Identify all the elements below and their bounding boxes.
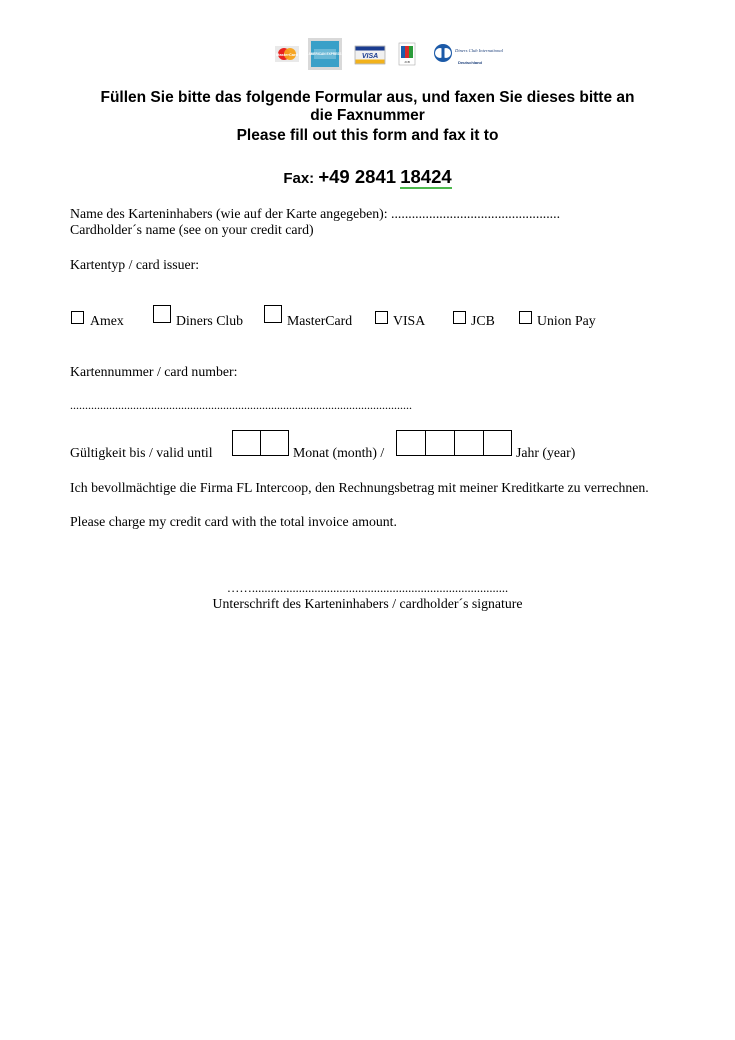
fax-suffix: 18424 [400, 166, 452, 187]
checkbox-diners-club-label: Diners Club [176, 313, 244, 328]
checkbox-diners-club[interactable] [153, 305, 171, 323]
cardholder-name-label-en: Cardholder´s name (see on your credit card) [70, 222, 314, 237]
month-digit-box-2[interactable] [260, 430, 289, 456]
mastercard-logo-text: MasterCard [275, 52, 299, 57]
instruction-line-en: Please fill out this form and fax it to [236, 127, 499, 144]
fax-prefix: +49 2841 [318, 166, 397, 187]
visa-logo-text: VISA [361, 53, 379, 60]
cardholder-name-field[interactable]: ................................................. [391, 206, 561, 221]
checkbox-mastercard-label: MasterCard [287, 313, 353, 328]
diners-logo-sub: Deutschland [458, 60, 483, 65]
cardholder-name-row [70, 206, 560, 222]
checkbox-union-pay-label: Union Pay [537, 313, 596, 328]
checkbox-union-pay[interactable] [519, 311, 532, 324]
card-number-field[interactable]: .................................................................................................................. [70, 398, 412, 412]
instruction-heading [40, 89, 695, 125]
instruction-line-de-2: die Faxnummer [310, 107, 425, 124]
checkbox-visa[interactable] [375, 311, 388, 324]
amex-logo [308, 38, 342, 75]
year-digit-box-2[interactable] [425, 430, 455, 456]
jcb-logo [399, 43, 415, 70]
year-digit-box-4[interactable] [483, 430, 512, 456]
card-number-label: Kartennummer / card number: [70, 364, 238, 379]
jcb-logo-text: JCB [404, 60, 410, 64]
month-digit-box-1[interactable] [232, 430, 261, 456]
authorization-text-en: Please charge my credit card with the total invoice amount. [70, 514, 397, 529]
visa-logo [355, 46, 385, 69]
year-digit-box-3[interactable] [454, 430, 484, 456]
diners-logo [432, 43, 503, 72]
checkbox-visa-label: VISA [393, 313, 426, 328]
signature-field[interactable]: …….................................................................................. [226, 581, 509, 595]
checkbox-jcb[interactable] [453, 311, 466, 324]
diners-logo-text: Diners Club International [455, 48, 503, 53]
checkbox-mastercard[interactable] [264, 305, 282, 323]
signature-label: Unterschrift des Karteninhabers / cardholder´s signature [212, 596, 523, 611]
year-label: Jahr (year) [516, 445, 576, 460]
mastercard-logo [275, 46, 299, 67]
month-label: Monat (month) / [293, 445, 385, 460]
valid-until-label: Gültigkeit bis / valid until [70, 445, 213, 460]
year-digit-box-1[interactable] [396, 430, 426, 456]
fax-label: Fax: [283, 170, 315, 187]
cardholder-name-label: Name des Karteninhabers (wie auf der Karte angegeben): [70, 206, 388, 221]
card-logos [0, 40, 735, 70]
fax-number-line [40, 165, 695, 191]
checkbox-amex-label: Amex [90, 313, 124, 328]
authorization-text-de: Ich bevollmächtige die Firma FL Intercoop, den Rechnungsbetrag mit meiner Kreditkarte zu verrechnen. [70, 480, 649, 495]
checkbox-amex[interactable] [71, 311, 84, 324]
instruction-line-de: Füllen Sie bitte das folgende Formular aus, und faxen Sie dieses bitte an [100, 89, 635, 106]
amex-logo-text: AMERICAN EXPRESS [308, 52, 342, 56]
checkbox-jcb-label: JCB [471, 313, 495, 328]
card-type-label: Kartentyp / card issuer: [70, 257, 200, 272]
